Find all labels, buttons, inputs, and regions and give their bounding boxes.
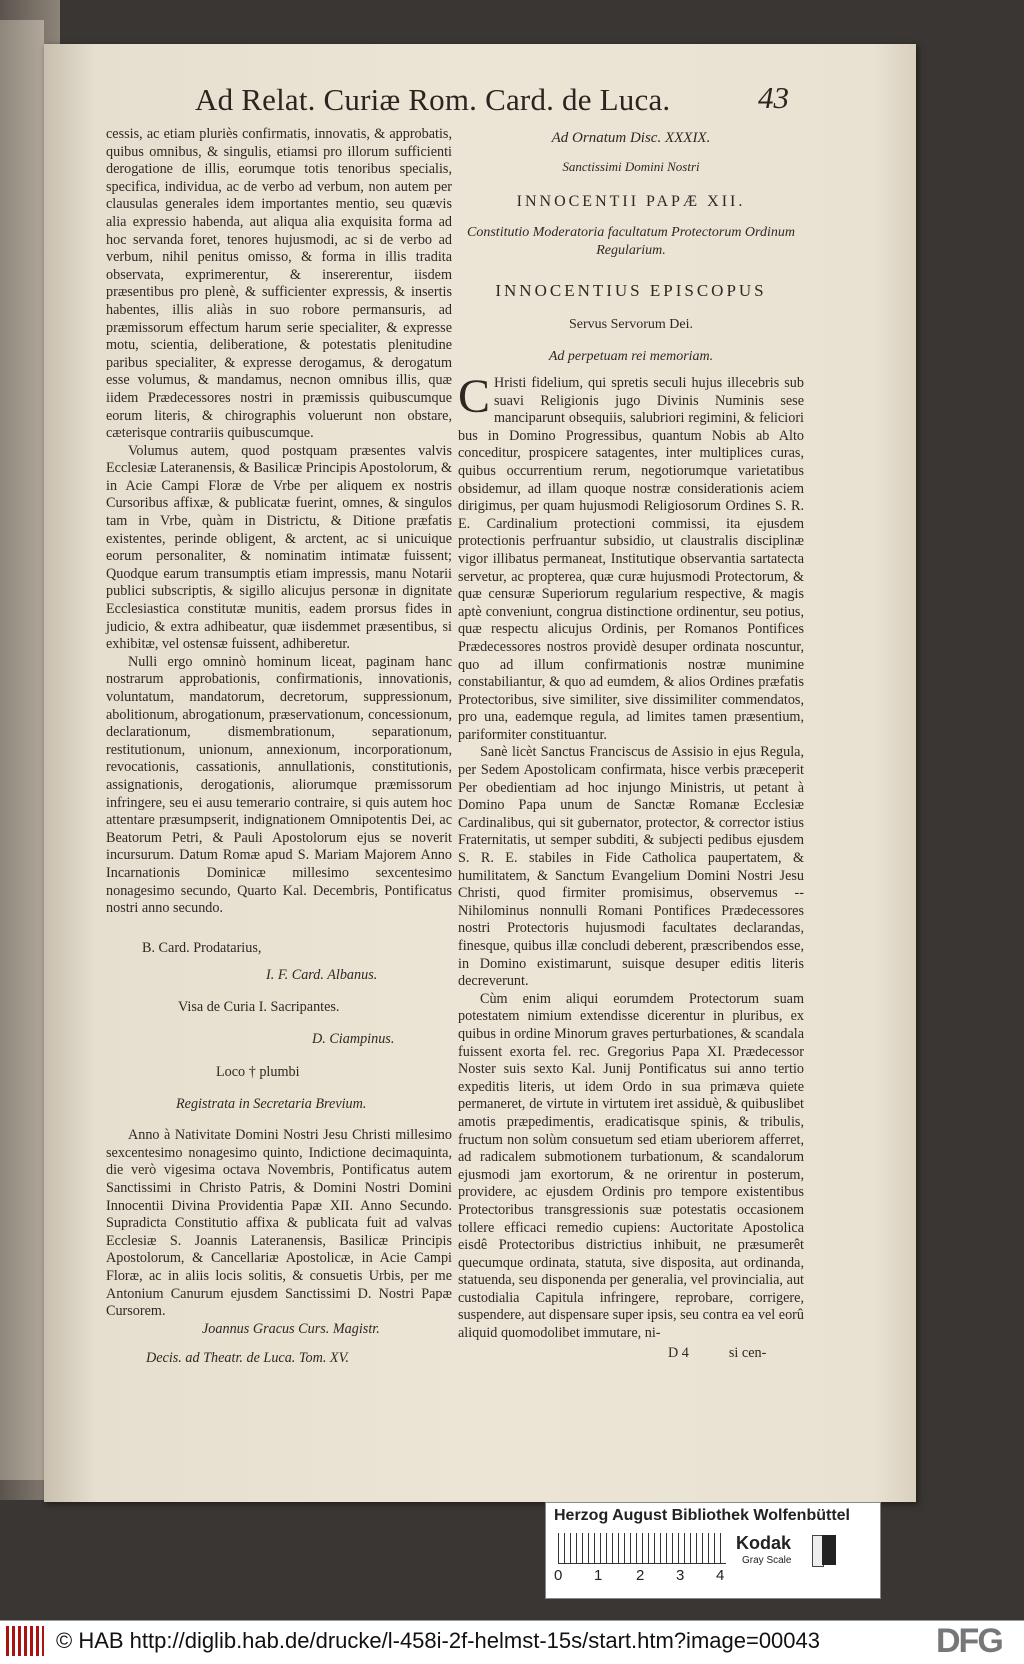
publication-note: Anno à Nativitate Domini Nostri Jesu Christi millesimo sexcentesimo nonagesimo quinto, Indictione decimaquinta, die verò vigesima octava Novembris, Pontificatus autem Sanctissimi in Christo Patris, & Domini Nostri Domini Innocentii Divina Providentia Papæ XII. Anno Secundo. Supradicta Constitutio affixa & publicata fuit ad valvas Ecclesiæ S. Joannis Lateranensis, Basilicæ Principis Apostolorum, & Cancellariæ Apostolicæ, in Acie Campi Floræ, ac in aliis locis solitis, & consuetis Urbis, per me Antonium Canurum ejusdem Sanctissimi D. Nostri Papæ Cursorem. bbox=[106, 1127, 452, 1320]
color-calibration-card bbox=[545, 1502, 881, 1599]
barcode-icon bbox=[6, 1626, 44, 1656]
signature-prodatarius: B. Card. Prodatarius, bbox=[142, 939, 262, 956]
ruler-number: 1 bbox=[594, 1567, 603, 1584]
ruler-number: 4 bbox=[716, 1567, 725, 1584]
ruler-number: 0 bbox=[554, 1567, 563, 1584]
card-title: Herzog August Bibliothek Wolfenbüttel bbox=[554, 1507, 850, 1524]
signature-mark: D 4 bbox=[668, 1344, 689, 1361]
ruler-number: 3 bbox=[676, 1567, 685, 1584]
page-number: 43 bbox=[758, 80, 789, 115]
loco-plumbi: Loco † plumbi bbox=[216, 1064, 300, 1081]
grayscale-label: Gray Scale bbox=[742, 1555, 792, 1566]
left-paragraph: Volumus autem, quod postquam præsentes valvis Ecclesiæ Lateranensis, & Basilicæ Principis Apostolorum, & in Acie Campi Floræ de Vrbe per aliquem ex nostris Cursoribus affixæ, & publicatæ fuerint, omnes, & singulos tam in Vrbe, quàm in Districtu, & Ditione præfatis existentes, perinde obligent, & arctent, ac si unicuique eorum personaliter, & nominatim intimatæ fuissent; Quodque earum transumptis etiam impressis, manu Notarii publici subscriptis, & sigillo alicujus personæ in dignitate Ecclesiastica constitutæ munitis, eadem prorsus fides in judicio, & extra adhibeatur, quæ iisdemmet præsentibus, si exhibitæ, vel ostensæ fuissent, adhiberetur. bbox=[106, 442, 452, 653]
right-paragraph: Sanè licèt Sanctus Franciscus de Assisio in ejus Regula, per Sedem Apostolicam confirmata, hisce verbis præceperit Per obedientiam ad hoc injungo Ministris, ut petant à Domino Papa unum de Sanctæ Romanæ Ecclesiæ Cardinalibus, qui sit gubernator, protector, & corrector istius Fraternitatis, ut semper subditi, & subjecti pedibus ejusdem S. R. E. stabiles in Fide Catholica paupertatem, & humilitatem, & Sanctum Evangelium Domini Nostri Jesu Christi, quod firmiter promisimus, observemus -- Nihilominus nonnulli Romani Pontifices Prædecessores nostri Protectoris hujusmodi facultates declarandas, finesque, quibus illæ concludi deberent, præscribendos esse, in Domino existimarunt, suisque desuper editis literis decreverunt. bbox=[458, 744, 804, 990]
right-column bbox=[458, 370, 804, 1362]
right-paragraph bbox=[458, 370, 804, 744]
footer-url[interactable]: © HAB http://diglib.hab.de/drucke/l-458i-2f-helmst-15s/start.htm?image=00043 bbox=[56, 1628, 820, 1653]
innocentii-heading: INNOCENTII PAPÆ XII. bbox=[516, 193, 746, 210]
cursor-signature: Joannus Gracus Curs. Magistr. bbox=[202, 1320, 380, 1337]
constitutio-title: Constitutio Moderatoria facultatum Protectorum Ordinum Regularium. bbox=[467, 225, 795, 258]
left-column bbox=[106, 126, 452, 1368]
previous-page-edge bbox=[0, 20, 44, 1480]
drop-capital: C bbox=[458, 370, 491, 423]
visa-de-curia: Visa de Curia I. Sacripantes. bbox=[178, 998, 340, 1015]
volume-note: Decis. ad Theatr. de Luca. Tom. XV. bbox=[146, 1350, 349, 1367]
perpetuam-heading: Ad perpetuam rei memoriam. bbox=[548, 349, 714, 364]
servus-heading: Servus Servorum Dei. bbox=[568, 317, 694, 332]
left-paragraph: cessis, ac etiam pluriès confirmatis, innovatis, & approbatis, quibus omnibus, & singulis, etiamsi pro illorum sufficienti derogatione de illis, eorumque totis tenoribus specialis, specifica, individua, ac de verbo ad verbum, non autem per clausulas generales idem importantes mentio, seu quævis alia expressio habenda, aut aliqua alia exquisita forma ad hoc servanda foret, tenores hujusmodi, ac si de verbo ad verbum, nihil penitus omisso, & forma in illis tradita observata, exprimerentur, & insererentur, iisdem præsentibus pro plenè, & sufficienter expressis, & insertis habentes, illis aliàs in suo robore permansuris, ad præmissorum effectum harum serie specialiter, & expresse motu, scientia, deliberatione, & potestatis plenitudine paribus specialiter, & expresse derogamus, & derogatum esse volumus, & mandamus, necnon omnibus illis, quæ iidem Prædecessores nostri in præmissis quibuscumque eorum literis, & chirographis voluerunt non obstare, cæterisque contrariis quibuscumque. bbox=[106, 126, 452, 442]
kodak-label: Kodak bbox=[736, 1533, 792, 1553]
left-paragraph: Nulli ergo omninò hominum liceat, paginam hanc nostrarum approbationis, confirmationis, innovationis, voluntatum, mandatorum, decretorum, suppressionum, abolitionum, abrogationum, præservationum, concessionum, declarationum, dismembrationum, separationum, restitutionum, unionum, annexionum, incorporationum, revocationis, cassationis, annullationis, constitutionis, assignationis, derogationis, aliorumque præmissorum infringere, seu ei ausu temerario contraire, si quis autem hoc attentare præsumpserit, indignationem Omnipotentis Dei, ac Beatorum Petri, & Pauli Apostolorum ejus se noverit incursurum. Datum Romæ apud S. Mariam Majorem Anno Incarnationis Dominicæ millesimo sexcentesimo nonagesimo secundo, Quarto Kal. Decembris, Pontificatus nostri anno secundo. bbox=[106, 653, 452, 917]
right-paragraph-text: Hristi fidelium, qui spretis seculi hujus illecebris sub suavi Religionis jugo Divinis Numinis sese manciparunt obsequiis, salubriori regimini, & feliciori bus in Domino Progressibus, quantum Nobis ab Alto conceditur, prospicere satagentes, inter multiplices curas, quibus occurrentium rerum, negotiorumque varietatibus obsidemur, ad illam quoque nostræ considerationis aciem dirigimus, per quam hujusmodi Religiosorum Ordines S. R. E. Cardinalium protectioni commissi, ita ejusdem protectionis perfruantur subsidio, ut claustralis disciplinæ vigor illibatus permaneat, Institutique observantia sartatecta servetur, ac propterea, quæ curæ hujusmodi Protectorum, & quæ censuræ Superiorum regularium respective, & magis aptè conveniunt, congrua distinctione ordinentur, seu potius, quæ respectu alicujus Ordinis, per Romanos Pontifices Prædecessores nostros providè desuper ordinata noscuntur, quo ad illum confirmationis nostræ munimine constabiliantur, & quo ad eumdem, & alios Ordines præfatis Protectoribus, sive similiter, sive dissimiliter commendatos, pro una, eademque regula, ad limites tamen præsentium, pariformiter constituantur. bbox=[458, 375, 804, 743]
episcopus-heading: INNOCENTIUS EPISCOPUS bbox=[495, 281, 767, 300]
gray-swatch-dark bbox=[822, 1535, 836, 1565]
ruler-number: 2 bbox=[636, 1567, 645, 1584]
catchword: si cen- bbox=[728, 1344, 767, 1361]
ornatum-heading: Ad Ornatum Disc. XXXIX. bbox=[551, 130, 711, 146]
sanctissimi-heading: Sanctissimi Domini Nostri bbox=[562, 159, 700, 174]
right-paragraph: Cùm enim aliqui eorumdem Protectorum suam potestatem nimium extendisse dicerentur in pluribus, ex quibus in ordine Minorum graves perturbationes, & scandala fuissent exorta fel. rec. Gregorius Papa XI. Prædecessor Noster suis sexto Kal. Junij Pontificatus sui anno tertio expeditis literis, ut idem Ordo in sua primæva quiete permaneret, de virtute in virtutem iret assiduè, & quibuslibet amotis præpedimentis, eradicatisque spinis, & tribulis, fructum non solùm consuetum sed etiam uberiorem afferret, ad radicalem submotionem turbationum, & scandalorum ejusmodi jam exortorum, & ne orirentur in posterum, providere, ac ejusdem Ordinis pro tempore existentibus Protectoribus transgressionis suæ potestatis occasionem tollere efficaci remedio cupiens: Auctoritate Apostolica eisdê Protectoribus districtius inhibuit, ne præsumerêt quecumque ordinata, statuta, sive disposita, aut ordinanda, statuenda, seu disponenda per generalia, vel provincialia, aut custodialia Capitula infringere, reprobare, corrigere, suspendere, aut dispensare super ipsis, seu contra ea vel eorû aliquid quomodolibet immutare, ni- bbox=[458, 990, 804, 1342]
running-head: Ad Relat. Curiæ Rom. Card. de Luca. bbox=[195, 82, 671, 117]
dfg-logo: DFG bbox=[936, 1622, 1002, 1660]
ruler-scale bbox=[558, 1533, 726, 1564]
signature-ciampinus: D. Ciampinus. bbox=[312, 1030, 395, 1047]
registrata-note: Registrata in Secretaria Brevium. bbox=[176, 1095, 367, 1112]
signature-albanus: I. F. Card. Albanus. bbox=[266, 967, 378, 984]
